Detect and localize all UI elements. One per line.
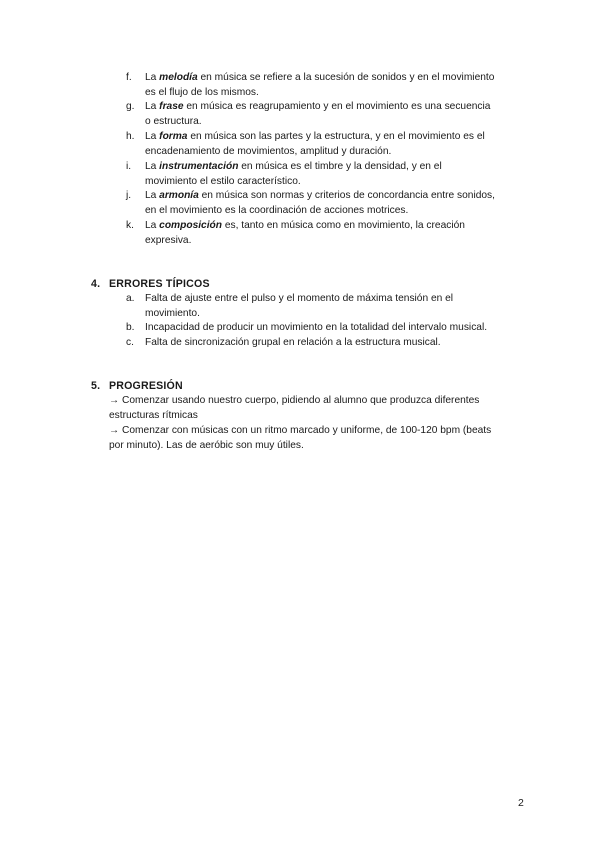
section-5-heading	[91, 380, 183, 392]
list-letter: g.	[126, 101, 135, 112]
error-item-c	[126, 336, 546, 351]
list-item-g	[126, 100, 546, 130]
list-prefix: La	[145, 131, 160, 142]
list-text-line: Falta de ajuste entre el pulso y el momento de máxima tensión en el	[145, 293, 454, 304]
list-prefix: La	[145, 220, 160, 231]
list-item-h	[126, 130, 546, 160]
list-text-line: en música son las partes y la estructura, y en el movimiento es el	[187, 131, 485, 142]
list-prefix: La	[145, 72, 160, 83]
list-text-line: movimiento el estilo característico.	[145, 175, 301, 187]
list-text-line: en música es el timbre y la densidad, y en el	[238, 161, 442, 172]
list-item-j	[126, 189, 546, 219]
keyword-armonia: armonía	[159, 190, 199, 201]
list-prefix: La	[145, 161, 160, 172]
list-text-line: en el movimiento es la coordinación de acciones motrices.	[145, 204, 409, 216]
list-item-i	[126, 160, 546, 190]
page-number: 2	[518, 797, 524, 809]
paragraph-line: estructuras rítmicas	[109, 409, 198, 421]
paragraph-line: → Comenzar con músicas con un ritmo marcado y uniforme, de 100-120 bpm (beats	[109, 425, 492, 436]
list-text-line: Falta de sincronización grupal en relación a la estructura musical.	[145, 337, 441, 348]
list-letter: b.	[126, 322, 135, 333]
list-letter: k.	[126, 220, 134, 231]
list-item-f	[126, 71, 546, 101]
keyword-forma: forma	[159, 131, 188, 142]
list-text-line: es el flujo de los mismos.	[145, 86, 259, 98]
error-item-a	[126, 292, 546, 322]
section-title: PROGRESIÓN	[109, 380, 183, 392]
keyword-composicion: composición	[159, 220, 223, 231]
keyword-instrumentacion: instrumentación	[159, 161, 239, 172]
error-item-b	[126, 321, 546, 336]
list-letter: j.	[126, 190, 132, 201]
list-text-line: movimiento.	[145, 307, 200, 319]
list-letter: f.	[126, 72, 132, 83]
progression-paragraph-2	[109, 424, 529, 454]
section-4-heading	[91, 278, 210, 290]
section-title: ERRORES TÍPICOS	[109, 278, 210, 290]
paragraph-line: → Comenzar usando nuestro cuerpo, pidiendo al alumno que produzca diferentes	[109, 395, 480, 406]
list-letter: i.	[126, 161, 132, 172]
keyword-frase: frase	[159, 101, 184, 112]
list-prefix: La	[145, 101, 160, 112]
list-text-line: Incapacidad de producir un movimiento en la totalidad del intervalo musical.	[145, 322, 488, 333]
list-letter: h.	[126, 131, 135, 142]
list-text-line: o estructura.	[145, 115, 202, 127]
keyword-melodia: melodía	[159, 72, 198, 83]
list-text-line: es, tanto en música como en movimiento, la creación	[222, 220, 465, 231]
list-letter: c.	[126, 337, 134, 348]
list-text-line: en música es reagrupamiento y en el movimiento es una secuencia	[183, 101, 491, 112]
list-text-line: expresiva.	[145, 234, 192, 246]
list-item-k	[126, 219, 546, 249]
list-letter: a.	[126, 293, 135, 304]
progression-paragraph-1	[109, 394, 529, 424]
list-prefix: La	[145, 190, 160, 201]
list-text-line: en música son normas y criterios de concordancia entre sonidos,	[198, 190, 495, 201]
list-text-line: en música se refiere a la sucesión de sonidos y en el movimiento	[197, 72, 495, 83]
section-number: 4.	[91, 278, 101, 290]
section-number: 5.	[91, 380, 101, 392]
list-text-line: encadenamiento de movimientos, amplitud y duración.	[145, 145, 392, 157]
paragraph-line: por minuto). Las de aeróbic son muy útiles.	[109, 439, 304, 451]
